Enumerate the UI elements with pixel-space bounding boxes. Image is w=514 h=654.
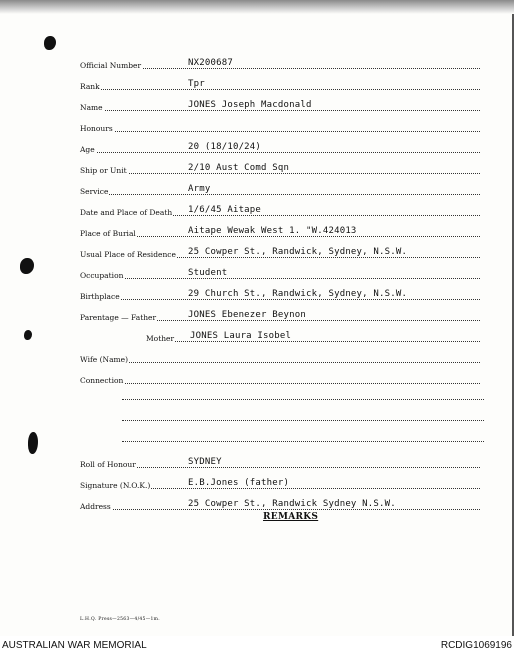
dotted-line [146, 341, 480, 342]
value-usual-residence: 25 Cowper St., Randwick, Sydney, N.S.W. [188, 247, 408, 257]
label-service: Service [80, 187, 109, 196]
field-service [80, 182, 480, 196]
field-age [80, 140, 480, 154]
field-name [80, 98, 480, 112]
dotted-line [80, 467, 480, 468]
printer-imprint: L.H.Q. Press—2563—4/45—1m. [80, 617, 160, 622]
field-honours [80, 119, 480, 133]
connection-extra-line [122, 420, 484, 421]
field-father [80, 308, 480, 322]
label-rank: Rank [80, 82, 100, 91]
connection-extra-line [122, 399, 484, 400]
dotted-line [80, 509, 480, 510]
field-ship-or-unit [80, 161, 480, 175]
field-signature [80, 476, 480, 490]
dotted-line [80, 89, 480, 90]
label-signature: Signature (N.O.K.) [80, 481, 151, 490]
connection-extra-line [122, 441, 484, 442]
label-connection: Connection [80, 376, 124, 385]
dotted-line [80, 173, 480, 174]
dotted-line [80, 194, 480, 195]
field-birthplace [80, 287, 480, 301]
value-service: Army [188, 184, 211, 194]
value-occupation: Student [188, 268, 228, 278]
label-address: Address [80, 502, 111, 511]
field-official-number [80, 56, 480, 70]
label-date-place-death: Date and Place of Death [80, 208, 173, 217]
field-place-of-burial [80, 224, 480, 238]
label-wife: Wife (Name) [80, 355, 129, 364]
label-age: Age [80, 145, 95, 154]
label-honours: Honours [80, 124, 113, 133]
value-age: 20 (18/10/24) [188, 142, 262, 152]
value-birthplace: 29 Church St., Randwick, Sydney, N.S.W. [188, 289, 408, 299]
field-roll-of-honour [80, 455, 480, 469]
dotted-line [80, 362, 480, 363]
value-roll-of-honour: SYDNEY [188, 457, 222, 467]
field-usual-residence [80, 245, 480, 259]
label-name: Name [80, 103, 103, 112]
value-date-place-death: 1/6/45 Aitape [188, 205, 262, 215]
dotted-line [80, 278, 480, 279]
punch-hole-upper-middle [20, 258, 34, 274]
value-place-of-burial: Aitape Wewak West 1. "W.424013 [188, 226, 357, 236]
footer-institution: AUSTRALIAN WAR MEMORIAL [2, 640, 147, 651]
value-signature: E.B.Jones (father) [188, 478, 290, 488]
punch-hole-top [44, 36, 56, 50]
value-official-number: NX200687 [188, 58, 233, 68]
field-connection [80, 371, 480, 385]
label-birthplace: Birthplace [80, 292, 120, 301]
value-father: JONES Ebenezer Beynon [188, 310, 306, 320]
value-name: JONES Joseph Macdonald [188, 100, 312, 110]
field-date-place-death [80, 203, 480, 217]
value-rank: Tpr [188, 79, 205, 89]
label-occupation: Occupation [80, 271, 124, 280]
label-place-of-burial: Place of Burial [80, 229, 136, 238]
label-official-number: Official Number [80, 61, 142, 70]
label-roll-of-honour: Roll of Honour [80, 460, 136, 469]
label-ship-or-unit: Ship or Unit [80, 166, 127, 175]
punch-hole-lower [28, 432, 38, 454]
footer-record-id: RCDIG1069196 [440, 640, 512, 651]
dotted-line [80, 299, 480, 300]
label-mother: Mother [146, 334, 175, 343]
field-occupation [80, 266, 480, 280]
label-usual-residence: Usual Place of Residence [80, 250, 176, 259]
archive-footer [0, 636, 514, 654]
punch-hole-middle [24, 330, 32, 340]
dotted-line [80, 383, 480, 384]
field-rank [80, 77, 480, 91]
dotted-line [80, 152, 480, 153]
dotted-line [80, 236, 480, 237]
field-address [80, 497, 480, 511]
scan-top-edge [0, 0, 514, 14]
value-mother: JONES Laura Isobel [190, 331, 292, 341]
label-father: Parentage — Father [80, 313, 157, 322]
remarks-heading: REMARKS [263, 512, 319, 522]
field-wife [80, 350, 480, 364]
value-address: 25 Cowper St., Randwick Sydney N.S.W. [188, 499, 396, 509]
value-ship-or-unit: 2/10 Aust Comd Sqn [188, 163, 290, 173]
dotted-line [80, 110, 480, 111]
dotted-line [80, 131, 480, 132]
field-mother [146, 329, 480, 343]
